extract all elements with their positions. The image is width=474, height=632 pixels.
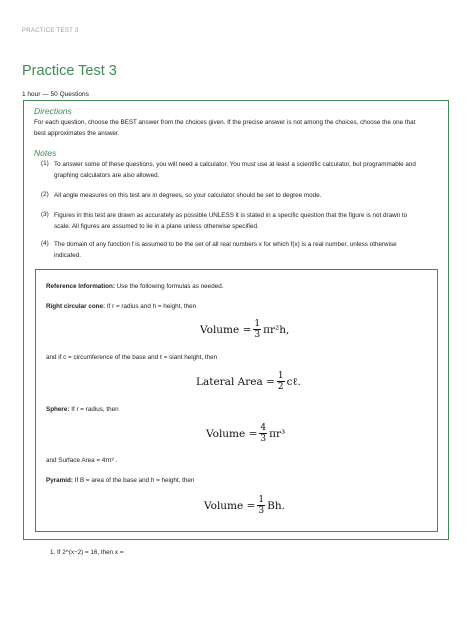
running-head: PRACTICE TEST 3 bbox=[22, 28, 79, 34]
pyramid-heading: Pyramid: If B = area of the base and h = height, then bbox=[46, 477, 195, 484]
notes-heading: Notes bbox=[34, 148, 57, 158]
instructions-box: Directions For each question, choose the BEST answer from the choices given. If the precise answer is not among the choices, choose the one that best approximates the answer. Notes (1) To answer some of these questions, you will need a calculator. You must use at least a scientific calculator, but programmable and graphing calculators are also allowed. (2) All angle measures on this test are in degrees, so your calculator should be set to degree mode. (3) Figures in this test are drawn as accurately as possible UNLESS it is stated in a specific question that the figure is not drawn to scale. All figures are assumed to lie in a plane unless otherwise specified. (4) The domain of any function f is assumed to be the set of all real numbers x for which f(x) is a real number, unless otherwise indicated. Reference Information: Use the following formulas as needed. Right circular cone: If r = radius and h = height, then Volume = $\frac{1}{3}$ πr²h, and if c = circumference of the base and ℓ = slant height, then Lateral Area = $\frac{1}{2}$ cℓ. Sphere: If r = radius, then Volume = $\frac{4}{3}$ πr³ and Surface Area = 4πr² . Pyramid: If B = area of the base and h = height, then Volume = $\frac{1}{3}$ Bh. bbox=[23, 100, 449, 540]
cone-heading: Right circular cone: If r = radius and h = height, then bbox=[46, 303, 197, 310]
sphere-heading: Sphere: If r = radius, then bbox=[46, 406, 119, 413]
lateral-area-formula: Lateral Area = $\frac{1}{2}$ cℓ. bbox=[196, 371, 301, 392]
question-item bbox=[50, 549, 124, 556]
pyramid-volume-formula: Volume = $\frac{1}{3}$ Bh. bbox=[204, 495, 285, 516]
cone-circumference-text: and if c = circumference of the base and ℓ = slant height, then bbox=[46, 354, 218, 361]
directions-heading: Directions bbox=[34, 106, 72, 116]
page-title: Practice Test 3 bbox=[22, 63, 117, 79]
reference-box bbox=[35, 269, 438, 532]
reference-intro: Reference Information: Use the following formulas as needed. bbox=[46, 283, 224, 290]
cone-volume-formula: Volume = $\frac{1}{3}$ πr²h, bbox=[200, 319, 290, 340]
question-text: If 2^(x−2) = 16, then x = bbox=[57, 549, 124, 556]
page-subtitle: 1 hour — 50 Questions bbox=[22, 91, 89, 98]
directions-text: For each question, choose the BEST answer from the choices given. If the precise answer is not among the choices, choose the one that best approximates the answer. bbox=[34, 119, 416, 137]
surface-area-text: and Surface Area = 4πr² . bbox=[46, 457, 118, 464]
sphere-volume-formula: Volume = $\frac{4}{3}$ πr³ bbox=[206, 423, 286, 444]
question-number: 1. bbox=[50, 549, 56, 556]
